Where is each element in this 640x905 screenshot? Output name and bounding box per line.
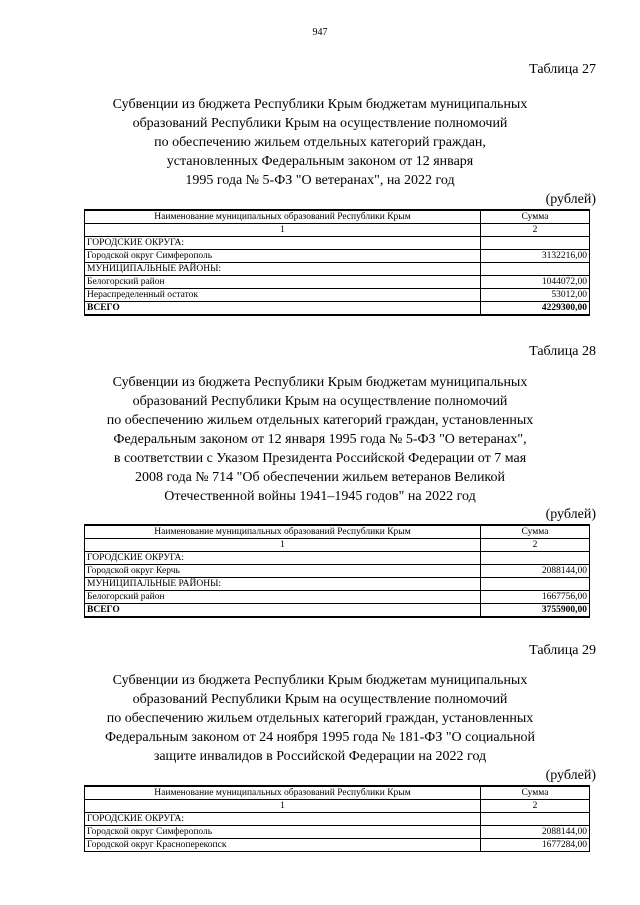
row-amount: 2088144,00: [481, 565, 590, 578]
row-amount: [481, 552, 590, 565]
heading-line: образований Республики Крым на осуществление полномочий: [132, 116, 508, 131]
row-amount: [481, 263, 590, 276]
column-header-amount: Сумма: [481, 210, 590, 224]
column-number: 1: [85, 224, 481, 237]
column-number: 1: [85, 539, 481, 552]
table-row: [85, 289, 590, 302]
heading-line: по обеспечению жильем отдельных категорий граждан, установленных: [106, 711, 534, 726]
budget-table: [84, 524, 590, 618]
total-row: [85, 604, 590, 618]
row-amount: 3132216,00: [481, 250, 590, 263]
column-number: 2: [481, 800, 590, 813]
heading-line: 2008 года № 714 "Об обеспечении жильем ветеранов Великой: [134, 470, 506, 485]
table-heading: [0, 373, 640, 506]
column-number-row: [85, 539, 590, 552]
heading-line: Субвенции из бюджета Республики Крым бюджетам муниципальных: [112, 97, 528, 112]
column-number: 1: [85, 800, 481, 813]
column-header-amount: Сумма: [481, 525, 590, 539]
row-amount: 1677284,00: [481, 839, 590, 852]
row-amount: 1667756,00: [481, 591, 590, 604]
table-row: [85, 826, 590, 839]
row-name: ГОРОДСКИЕ ОКРУГА:: [85, 813, 481, 826]
unit-label: (рублей): [545, 768, 596, 783]
heading-line: Федеральным законом от 12 января 1995 года № 5-ФЗ "О ветеранах",: [113, 432, 527, 447]
column-number: 2: [481, 224, 590, 237]
unit-label: (рублей): [545, 192, 596, 207]
row-amount: 53012,00: [481, 289, 590, 302]
row-amount: 2088144,00: [481, 826, 590, 839]
column-number-row: [85, 800, 590, 813]
table-row: [85, 813, 590, 826]
page-number: 947: [312, 27, 328, 38]
column-number: 2: [481, 539, 590, 552]
column-header-name: Наименование муниципальных образований Республики Крым: [85, 525, 481, 539]
row-name: ГОРОДСКИЕ ОКРУГА:: [85, 237, 481, 250]
heading-line: образований Республики Крым на осуществление полномочий: [132, 394, 508, 409]
budget-table: [84, 209, 590, 316]
column-header-amount: Сумма: [481, 786, 590, 800]
heading-line: 1995 года № 5-ФЗ "О ветеранах", на 2022 год: [185, 173, 455, 188]
row-amount: [481, 237, 590, 250]
row-name: Белогорский район: [85, 276, 481, 289]
table-header-row: [85, 210, 590, 224]
row-amount: 1044072,00: [481, 276, 590, 289]
table-row: [85, 565, 590, 578]
total-row: [85, 302, 590, 316]
row-name: Городской округ Красноперекопск: [85, 839, 481, 852]
heading-line: по обеспечению жильем отдельных категорий граждан,: [154, 135, 486, 150]
column-number-row: [85, 224, 590, 237]
table-heading: [0, 95, 640, 190]
table-row: [85, 578, 590, 591]
table-heading: [0, 671, 640, 766]
budget-table: [84, 785, 590, 852]
column-header-name: Наименование муниципальных образований Республики Крым: [85, 786, 481, 800]
heading-line: Субвенции из бюджета Республики Крым бюджетам муниципальных: [112, 375, 528, 390]
row-name: Городской округ Керчь: [85, 565, 481, 578]
total-label: ВСЕГО: [85, 604, 481, 618]
table-label: Таблица 28: [529, 344, 596, 359]
row-name: Городской округ Симферополь: [85, 826, 481, 839]
table-row: [85, 552, 590, 565]
table-row: [85, 237, 590, 250]
table-row: [85, 250, 590, 263]
table-row: [85, 263, 590, 276]
row-amount: [481, 813, 590, 826]
table-row: [85, 276, 590, 289]
row-amount: [481, 578, 590, 591]
heading-line: Отечественной войны 1941–1945 годов" на 2022 год: [164, 489, 476, 504]
row-name: Городской округ Симферополь: [85, 250, 481, 263]
total-amount: 3755900,00: [481, 604, 590, 618]
heading-line: защите инвалидов в Российской Федерации на 2022 год: [153, 749, 487, 764]
column-header-name: Наименование муниципальных образований Республики Крым: [85, 210, 481, 224]
table-header-row: [85, 786, 590, 800]
table-header-row: [85, 525, 590, 539]
unit-label: (рублей): [545, 507, 596, 522]
table-label: Таблица 29: [529, 643, 596, 658]
heading-line: Субвенции из бюджета Республики Крым бюджетам муниципальных: [112, 673, 528, 688]
total-label: ВСЕГО: [85, 302, 481, 316]
table-row: [85, 591, 590, 604]
row-name: ГОРОДСКИЕ ОКРУГА:: [85, 552, 481, 565]
table-row: [85, 839, 590, 852]
heading-line: в соответствии с Указом Президента Российской Федерации от 7 мая: [113, 451, 527, 466]
heading-line: образований Республики Крым на осуществление полномочий: [132, 692, 508, 707]
heading-line: установленных Федеральным законом от 12 января: [166, 154, 474, 169]
row-name: Белогорский район: [85, 591, 481, 604]
heading-line: по обеспечению жильем отдельных категорий граждан, установленных: [106, 413, 534, 428]
table-label: Таблица 27: [529, 62, 596, 77]
total-amount: 4229300,00: [481, 302, 590, 316]
row-name: МУНИЦИПАЛЬНЫЕ РАЙОНЫ:: [85, 263, 481, 276]
heading-line: Федеральным законом от 24 ноября 1995 года № 181-ФЗ "О социальной: [104, 730, 536, 745]
row-name: Нераспределенный остаток: [85, 289, 481, 302]
row-name: МУНИЦИПАЛЬНЫЕ РАЙОНЫ:: [85, 578, 481, 591]
